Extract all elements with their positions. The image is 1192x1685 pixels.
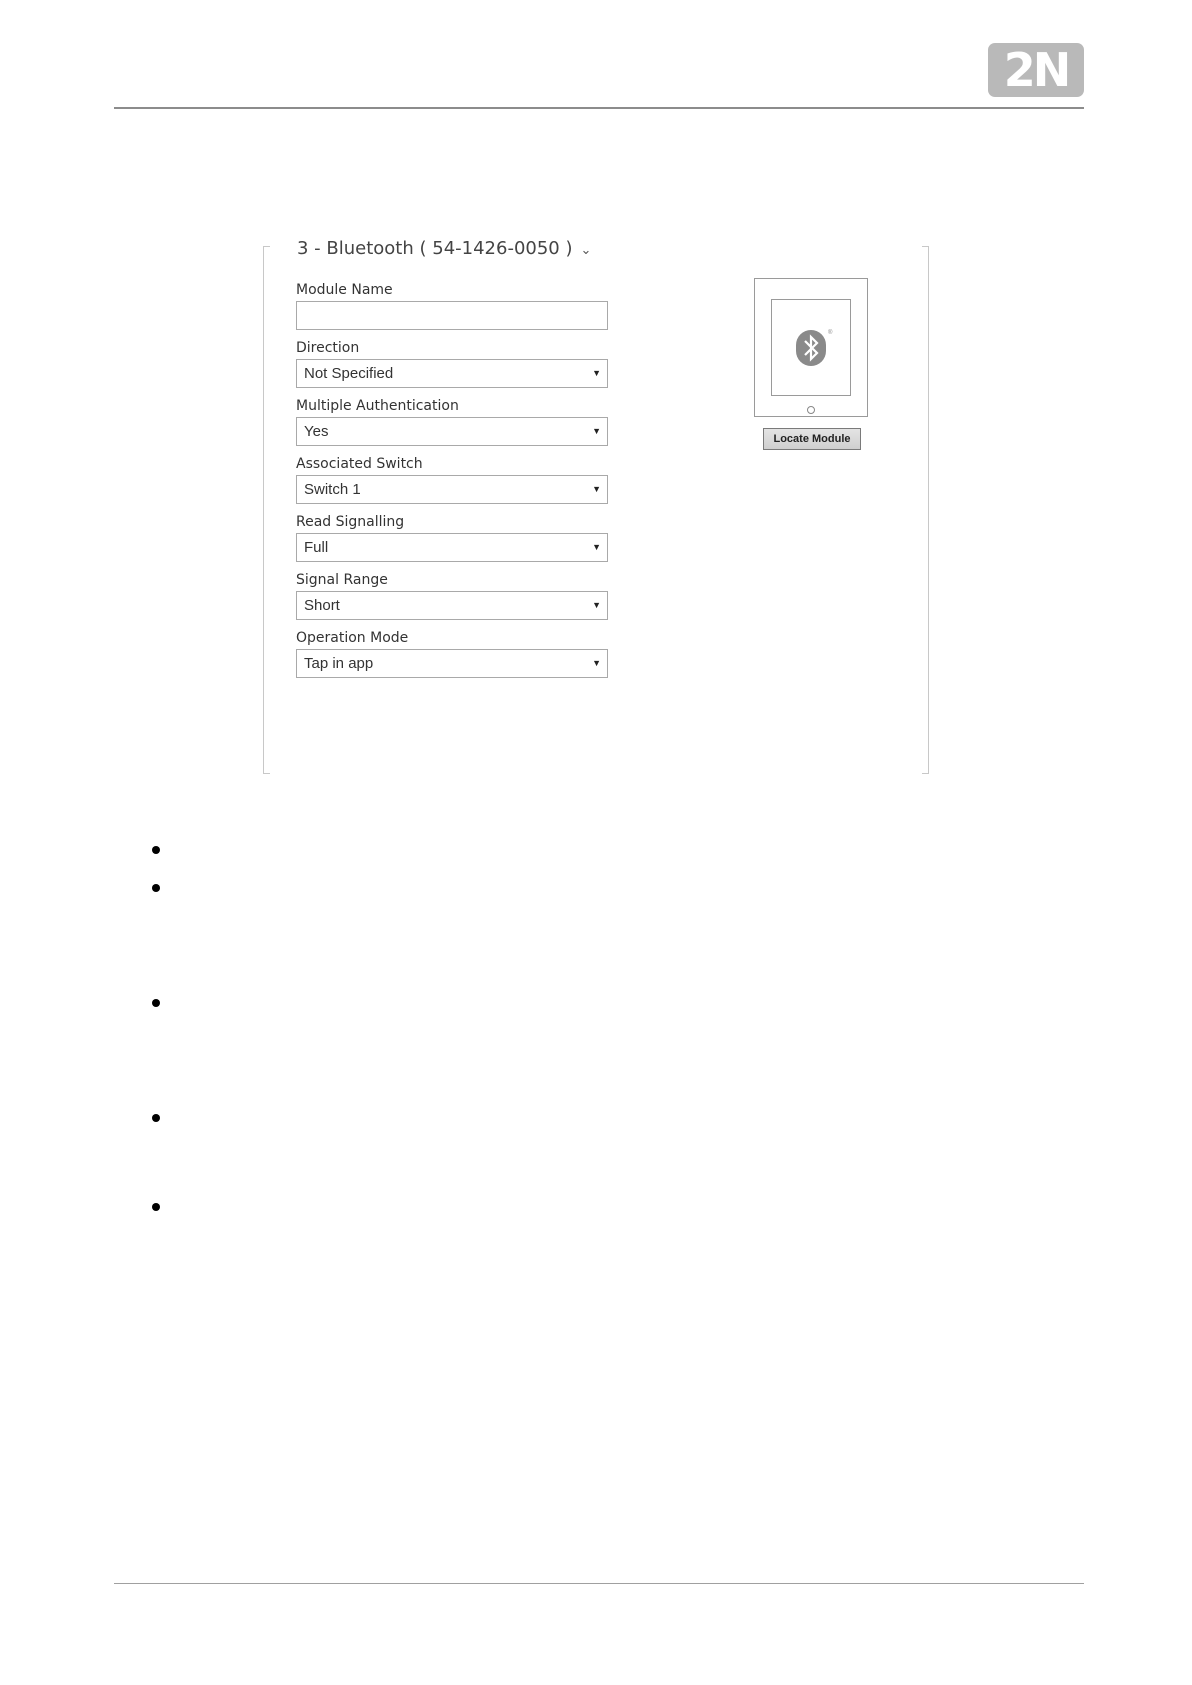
dropdown-arrow-icon: ▼ bbox=[592, 484, 601, 494]
signal-range-value: Short bbox=[304, 597, 340, 614]
read-signalling-value: Full bbox=[304, 539, 329, 556]
dropdown-arrow-icon: ▼ bbox=[592, 368, 601, 378]
list-bullet bbox=[152, 846, 160, 854]
dropdown-arrow-icon: ▼ bbox=[592, 542, 601, 552]
signal-range-label: Signal Range bbox=[296, 572, 388, 588]
signal-range-select[interactable] bbox=[296, 591, 608, 620]
operation-mode-label: Operation Mode bbox=[296, 630, 409, 646]
associated-switch-select[interactable] bbox=[296, 475, 608, 504]
module-name-input[interactable] bbox=[296, 301, 608, 330]
read-signalling-label: Read Signalling bbox=[296, 514, 405, 530]
module-name-label: Module Name bbox=[296, 282, 393, 298]
direction-select[interactable] bbox=[296, 359, 608, 388]
panel-title[interactable] bbox=[293, 238, 595, 259]
associated-switch-label: Associated Switch bbox=[296, 456, 423, 472]
direction-label: Direction bbox=[296, 340, 360, 356]
list-bullet bbox=[152, 1114, 160, 1122]
multiple-auth-value: Yes bbox=[304, 423, 329, 440]
read-signalling-select[interactable] bbox=[296, 533, 608, 562]
direction-value: Not Specified bbox=[304, 365, 394, 382]
operation-mode-select[interactable] bbox=[296, 649, 608, 678]
locate-module-button[interactable]: Locate Module bbox=[763, 428, 861, 450]
dropdown-arrow-icon: ▼ bbox=[592, 600, 601, 610]
associated-switch-value: Switch 1 bbox=[304, 481, 361, 498]
multiple-auth-select[interactable] bbox=[296, 417, 608, 446]
registered-mark-icon: ® bbox=[828, 330, 833, 336]
brand-logo: 2N bbox=[988, 43, 1084, 97]
dropdown-arrow-icon: ▼ bbox=[592, 658, 601, 668]
list-bullet bbox=[152, 884, 160, 892]
dropdown-arrow-icon: ▼ bbox=[592, 426, 601, 436]
module-device-image bbox=[754, 278, 868, 417]
footer-divider bbox=[114, 1583, 1084, 1584]
module-settings-panel bbox=[263, 238, 929, 774]
operation-mode-value: Tap in app bbox=[304, 655, 374, 672]
bluetooth-icon bbox=[796, 330, 826, 366]
panel-bracket-right bbox=[922, 246, 929, 774]
panel-bracket-left bbox=[263, 246, 270, 774]
header-divider bbox=[114, 107, 1084, 109]
chevron-down-icon[interactable]: ⌄ bbox=[580, 243, 592, 258]
panel-title-text: 3 - Bluetooth ( 54-1426-0050 ) bbox=[297, 238, 573, 259]
device-home-indicator bbox=[807, 406, 815, 414]
list-bullet bbox=[152, 1203, 160, 1211]
module-form bbox=[296, 280, 608, 686]
device-screen bbox=[771, 299, 851, 396]
list-bullet bbox=[152, 999, 160, 1007]
multiple-auth-label: Multiple Authentication bbox=[296, 398, 459, 414]
